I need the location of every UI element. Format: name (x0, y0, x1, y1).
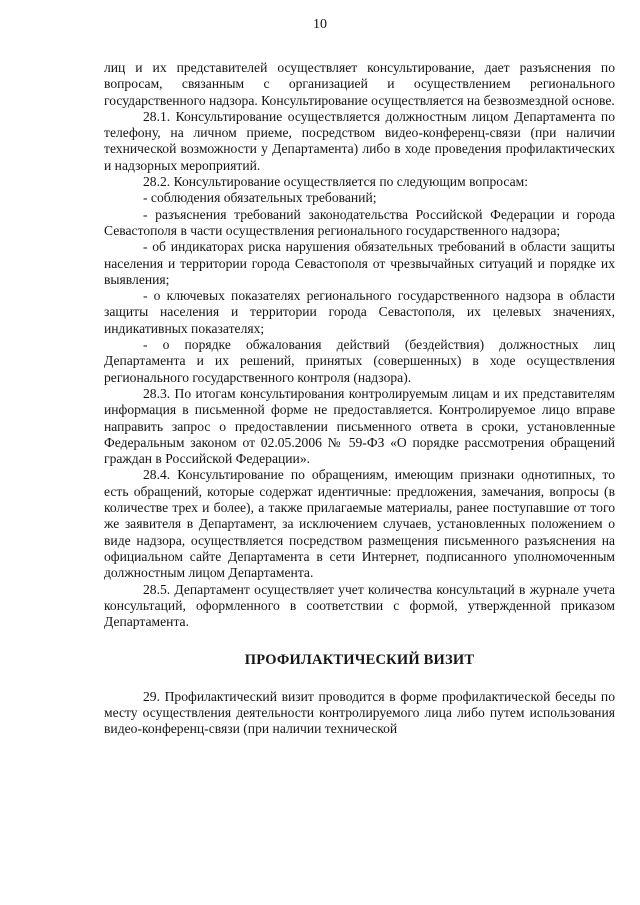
paragraph-28-3: 28.3. По итогам консультирования контролируемым лицам и их представителям информация в письменной форме не предоставляется. Контролируемое лицо вправе направить запрос о предоставлении письменного ответа в сроки, установленные Федеральным законом от 02.05.2006 № 59-ФЗ «О порядке рассмотрения обращений граждан в Российской Федерации». (104, 385, 615, 467)
paragraph-28-4: 28.4. Консультирование по обращениям, имеющим признаки однотипных, то есть обращений, которые содержат идентичные: предложения, замечания, вопросы (в количестве трех и более), а также прилагаемые материалы, ранее поступавшие от того же заявителя в Департамент, за исключением случаев, установленных положением о виде надзора, осуществляется посредством размещения письменного разъяснения на официальном сайте Департамента в сети Интернет, подписанного уполномоченным должностным лицом Департамента. (104, 467, 615, 581)
list-item: - соблюдения обязательных требований; (143, 190, 377, 206)
paragraph-28-1: 28.1. Консультирование осуществляется должностным лицом Департамента по телефону, на личном приеме, посредством видео-конференц-связи (при наличии технической возможности у Департамента) либо в ходе проведения профилактических и надзорных мероприятий. (104, 108, 615, 173)
page-number: 10 (313, 17, 327, 32)
list-item: - разъяснения требований законодательства Российской Федерации и города Севастополя в части осуществления регионального государственного надзора; (104, 206, 615, 238)
paragraph: лиц и их представителей осуществляет консультирование, дает разъяснения по вопросам, связанным с организацией и осуществлением регионального государственного надзора. Консультирование осуществляется на безвозмездной основе. (104, 60, 615, 108)
paragraph-29: 29. Профилактический визит проводится в форме профилактической беседы по месту осуществления деятельности контролируемого лица либо путем использования видео-конференц-связи (при наличии технической (104, 688, 615, 737)
section-heading: ПРОФИЛАКТИЧЕСКИЙ ВИЗИТ (244, 652, 475, 669)
paragraph-28-2: 28.2. Консультирование осуществляется по следующим вопросам: (143, 174, 529, 190)
document-body (104, 60, 615, 738)
paragraph-28-5: 28.5. Департамент осуществляет учет количества консультаций в журнале учета консультаций, оформленного в соответствии с формой, утвержденной приказом Департамента. (104, 581, 615, 630)
list-item: - о порядке обжалования действий (бездействия) должностных лиц Департамента и их решений, принятых (совершенных) в ходе осуществления регионального государственного контроля (надзора). (104, 337, 615, 385)
list-item: - об индикаторах риска нарушения обязательных требований в области защиты населения и территории города Севастополя от чрезвычайных ситуаций и порядке их выявления; (104, 239, 615, 287)
list-item: - о ключевых показателях регионального государственного надзора в области защиты населения и территории города Севастополя, их целевых значениях, индикативных показателях; (104, 288, 615, 336)
